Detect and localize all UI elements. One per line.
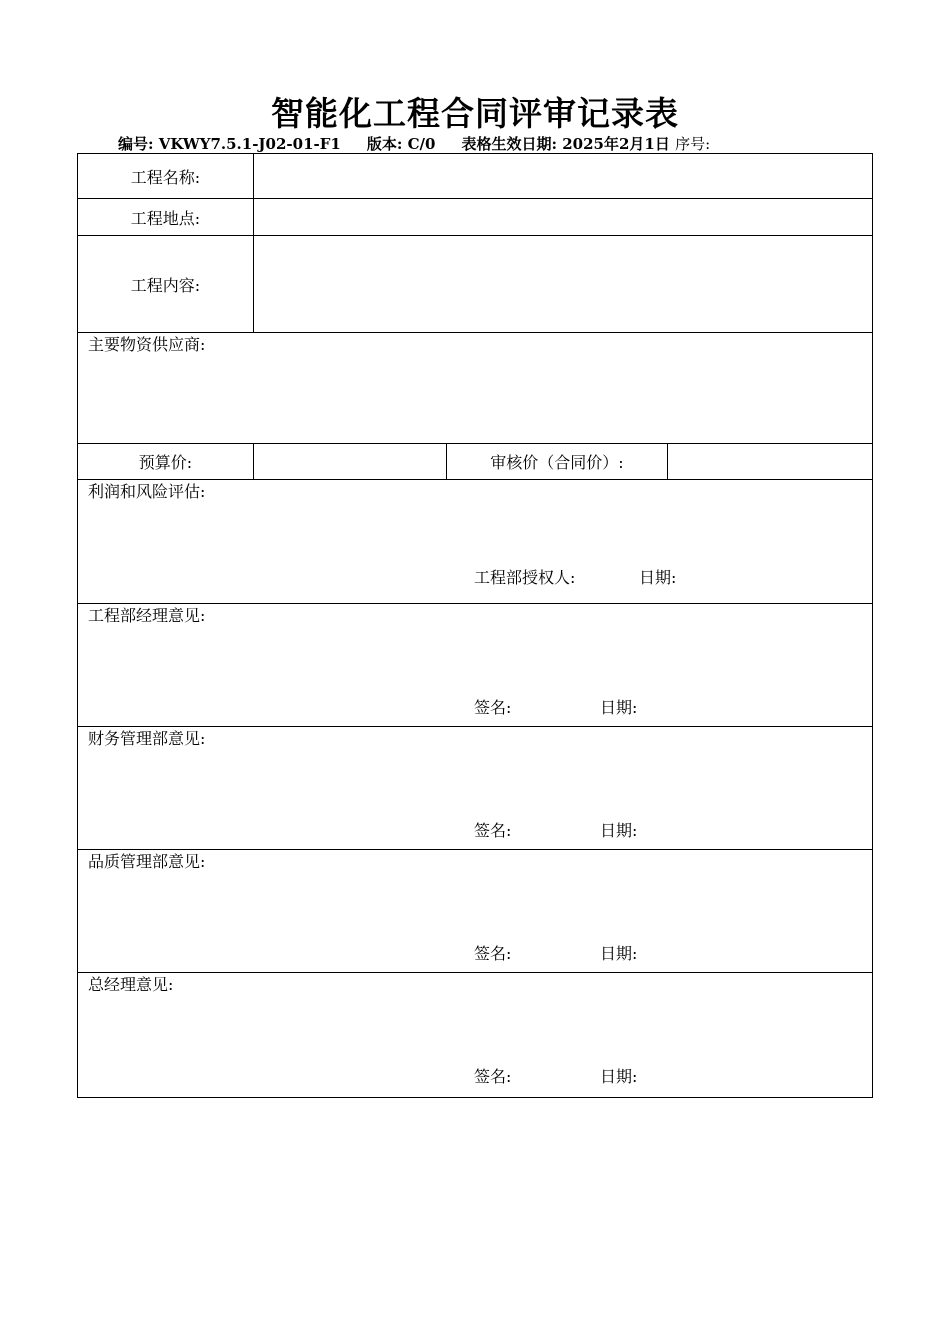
- row-finance-opinion: [78, 727, 872, 850]
- form-version: 版本: C/0: [366, 135, 436, 153]
- opinion-label: 品质管理部意见:: [88, 852, 206, 871]
- audit-price-field[interactable]: [668, 444, 872, 479]
- project-location-field[interactable]: [254, 199, 872, 235]
- project-location-label: 工程地点:: [78, 199, 254, 235]
- form-meta-line: [118, 135, 710, 153]
- row-prices: [78, 444, 872, 480]
- opinion-label: 总经理意见:: [88, 975, 174, 994]
- project-name-field[interactable]: [254, 154, 872, 198]
- review-form-table: [77, 153, 873, 1098]
- row-project-location: [78, 199, 872, 236]
- row-quality-opinion: [78, 850, 872, 973]
- sign-label: 签名:: [474, 1067, 512, 1086]
- row-risk-assessment: [78, 480, 872, 604]
- sign-label: 签名:: [474, 944, 512, 963]
- form-serial: 序号:: [675, 135, 711, 153]
- audit-price-label: 审核价（合同价）:: [447, 444, 668, 479]
- date-label: 日期:: [600, 1067, 638, 1086]
- sign-label: 签名:: [474, 698, 512, 717]
- opinion-label: 工程部经理意见:: [88, 606, 206, 625]
- row-general-manager-opinion: [78, 973, 872, 1097]
- row-main-supplier: [78, 333, 872, 444]
- main-supplier-label: 主要物资供应商:: [88, 335, 206, 354]
- sign-label: 签名:: [474, 821, 512, 840]
- authorized-person-label: 工程部授权人:: [474, 568, 576, 587]
- row-project-content: [78, 236, 872, 333]
- risk-label: 利润和风险评估:: [88, 482, 206, 501]
- date-label: 日期:: [600, 944, 638, 963]
- date-label: 日期:: [600, 698, 638, 717]
- project-content-label: 工程内容:: [78, 236, 254, 332]
- opinion-label: 财务管理部意见:: [88, 729, 206, 748]
- form-effective-date: 表格生效日期: 2025年2月1日: [461, 135, 670, 153]
- project-content-field[interactable]: [254, 236, 872, 332]
- row-project-name: [78, 154, 872, 199]
- project-name-label: 工程名称:: [78, 154, 254, 198]
- form-code: 编号: VKWY7.5.1-J02-01-F1: [118, 135, 341, 153]
- row-engineering-manager-opinion: [78, 604, 872, 727]
- date-label: 日期:: [600, 821, 638, 840]
- budget-label: 预算价:: [78, 444, 254, 479]
- budget-field[interactable]: [254, 444, 447, 479]
- risk-date-label: 日期:: [639, 568, 677, 587]
- page-title: 智能化工程合同评审记录表: [271, 94, 679, 133]
